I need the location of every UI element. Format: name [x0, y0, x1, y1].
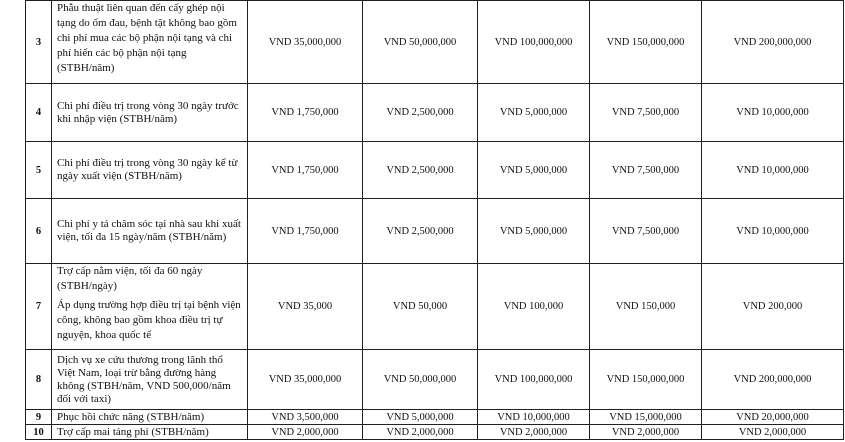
- benefit-value: VND 5,000,000: [478, 199, 590, 264]
- benefit-value: VND 15,000,000: [590, 410, 702, 425]
- benefit-value: VND 100,000,000: [478, 1, 590, 84]
- benefit-value: VND 100,000: [478, 264, 590, 350]
- benefit-value: VND 2,000,000: [702, 425, 844, 440]
- row-number: 7: [26, 264, 52, 350]
- benefit-value: VND 35,000: [248, 264, 363, 350]
- benefit-value: VND 7,500,000: [590, 84, 702, 142]
- table-row: [26, 142, 844, 199]
- benefit-description: Trợ cấp mai táng phí (STBH/năm): [52, 425, 248, 440]
- benefit-value: VND 10,000,000: [478, 410, 590, 425]
- benefit-value: VND 200,000: [702, 264, 844, 350]
- benefit-value: VND 2,000,000: [363, 425, 478, 440]
- benefit-value: VND 2,500,000: [363, 199, 478, 264]
- benefit-value: VND 2,000,000: [478, 425, 590, 440]
- table-row: [26, 410, 844, 425]
- row-number: 9: [26, 410, 52, 425]
- benefit-value: VND 10,000,000: [702, 84, 844, 142]
- benefit-value: VND 7,500,000: [590, 142, 702, 199]
- benefit-description: Chi phí điều trị trong vòng 30 ngày trước khi nhập viện (STBH/năm): [52, 84, 248, 142]
- benefit-value: VND 150,000,000: [590, 1, 702, 84]
- benefit-description: Dịch vụ xe cứu thương trong lãnh thổ Việt Nam, loại trừ bằng đường hàng không (STBH/năm, VND 500,000/năm đối với taxi): [52, 350, 248, 410]
- benefit-value: VND 2,500,000: [363, 84, 478, 142]
- benefit-description: Phẫu thuật liên quan đến cấy ghép nội tạng do ốm đau, bệnh tật không bao gồm chi phí mua các bộ phận nội tạng và chi phí hiến các bộ phận nội tạng (STBH/năm): [52, 1, 248, 84]
- benefit-description: Chi phí y tá chăm sóc tại nhà sau khi xuất viện, tối đa 15 ngày/năm (STBH/năm): [52, 199, 248, 264]
- table-row: [26, 84, 844, 142]
- benefit-value: VND 5,000,000: [478, 142, 590, 199]
- benefit-value: VND 5,000,000: [478, 84, 590, 142]
- row-number: 4: [26, 84, 52, 142]
- benefit-value: VND 20,000,000: [702, 410, 844, 425]
- benefit-value: VND 2,000,000: [590, 425, 702, 440]
- benefit-description: Chi phí điều trị trong vòng 30 ngày kể từ ngày xuất viện (STBH/năm): [52, 142, 248, 199]
- table-row: [26, 350, 844, 410]
- benefit-value: VND 200,000,000: [702, 1, 844, 84]
- benefit-value: VND 50,000,000: [363, 350, 478, 410]
- table-row: [26, 1, 844, 84]
- table-row: [26, 425, 844, 440]
- row-number: 5: [26, 142, 52, 199]
- benefit-value: VND 200,000,000: [702, 350, 844, 410]
- row-number: 10: [26, 425, 52, 440]
- benefit-description: Phục hồi chức năng (STBH/năm): [52, 410, 248, 425]
- benefit-value: VND 5,000,000: [363, 410, 478, 425]
- benefit-value: VND 10,000,000: [702, 199, 844, 264]
- benefit-description: Trợ cấp nằm viện, tối đa 60 ngày (STBH/ngày) Áp dụng trường hợp điều trị tại bệnh viện công, không bao gồm khoa điều trị tự nguyện, khoa quốc tế: [52, 264, 248, 350]
- benefit-value: VND 50,000,000: [363, 1, 478, 84]
- benefit-value: VND 35,000,000: [248, 1, 363, 84]
- benefit-value: VND 10,000,000: [702, 142, 844, 199]
- row-number: 3: [26, 1, 52, 84]
- benefits-table: [25, 0, 844, 440]
- table-row: [26, 199, 844, 264]
- benefit-value: VND 100,000,000: [478, 350, 590, 410]
- benefit-value: VND 2,500,000: [363, 142, 478, 199]
- benefit-value: VND 1,750,000: [248, 84, 363, 142]
- benefit-value: VND 7,500,000: [590, 199, 702, 264]
- benefit-value: VND 1,750,000: [248, 142, 363, 199]
- benefit-value: VND 2,000,000: [248, 425, 363, 440]
- benefit-value: VND 3,500,000: [248, 410, 363, 425]
- benefit-value: VND 50,000: [363, 264, 478, 350]
- benefit-value: VND 35,000,000: [248, 350, 363, 410]
- row-number: 8: [26, 350, 52, 410]
- row-number: 6: [26, 199, 52, 264]
- benefit-value: VND 150,000,000: [590, 350, 702, 410]
- benefit-value: VND 1,750,000: [248, 199, 363, 264]
- benefit-value: VND 150,000: [590, 264, 702, 350]
- table-row: [26, 264, 844, 350]
